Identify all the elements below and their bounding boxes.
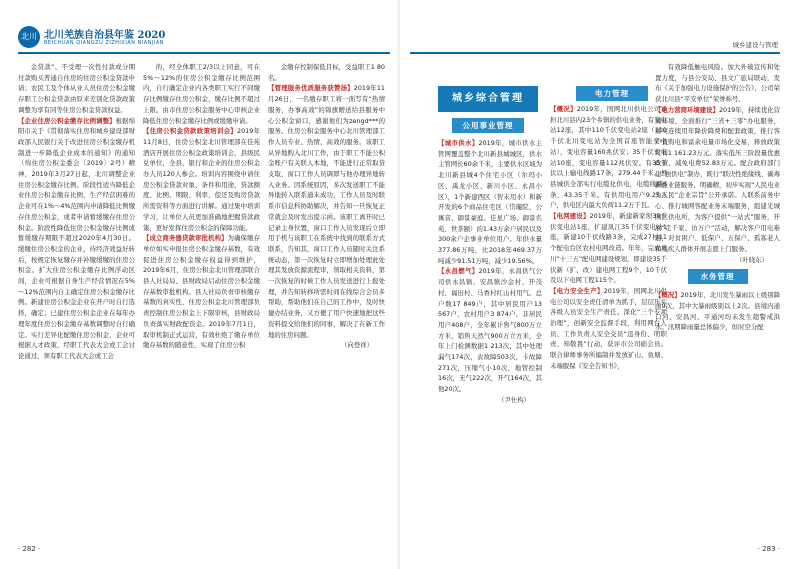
subsection-banner-power: 电力管理: [576, 86, 648, 101]
article-text: 金缴存控制保低目标，受益职工1 80名。: [268, 63, 385, 82]
article-paragraph: [18, 116, 135, 362]
article-paragraph: [655, 290, 780, 333]
article-paragraph: [268, 62, 385, 83]
article-heading: 【概况】: [550, 105, 577, 113]
article-text: 根据绵阳市关于《贯彻落实住房和城乡建设部财政部人民银行关于改进住房公积金缴存机制进一步降低企业成本的通知》的通知（绵住房公积金委会〔2019〕2号）精神，2019年3月27日起，北川调整企业住房公积金缴存比例。阶段性适当降低企业住房公积金缴存比例，生产经营困难的企业可在1%～4%范围内申请降低比例缴存住房公积金，或者申请暂缓缴存住房公积金。阶段性降低住房公积金缴存比例或暂缓缴存期限不超过2020年4月30日。缓缴住房公积金的企业，待经济效益好转后，按规定恢复缴存并补缴缓缴的住房公积金。扩大住房公积金缴存比例浮动区间，企业可根据自身生产经营情况在5%～12%范围内自主确定住房公积金缴存比例。新建住房公积金企业在开户时自行选择，确定；已建住房公积金企业在每年办理年度住房公积金缴存基数调整时自行确定。实行差异化配缴住房公积金，企业可根据人才政策，经职工代表大会或工会讨论通过，须有职工代表大会或工会: [18, 116, 135, 360]
section-banner: 城乡综合管理: [438, 86, 538, 112]
page-number-right: · 283 ·: [757, 545, 780, 553]
article-heading: 【成立商务器贷款审批机构】: [143, 234, 228, 243]
article-paragraph: [18, 62, 135, 116]
article-paragraph: [143, 62, 260, 126]
right-column-3: [655, 62, 780, 524]
article-heading: 【概况】: [655, 291, 681, 300]
right-column-1: [438, 138, 542, 524]
article-text: 2019年，永昌供气公司供永昌镇、安昌镇沙金村、开茂村、福田村、马香村红山村用气。总户数17 849户，其中居民用户13 567户，农村用户3 874户，非居民用户408户，全年累计售气800万立方米，销售天然气900万立方米，全年上门检测数据1 213次，其中处理漏气174次，表故障503次，卡故障271次，压缩气小10次，地管控制16次，无气222次，开气164次，其他20次。: [438, 267, 542, 394]
article-text: 2019年11月8日，住房公积金北川管理部在佳苑酒店开展住房公积金政策培训会，县级民兑单位，全县、银行和企业的住房公积金办人员120人参会。培训内容围绕申请住房公积金贷款对象、条件和用途，贷款额度、比例、期限、利率，偿还及购房贷款所需资料等方面进行讲解。通过集中培训学习，让单位人员更加准确地把握贷款政策，更好发挥住房公积金的保障功能。: [143, 127, 260, 232]
article-text: 2019年，新建新家坝35千伏变电站1座，扩建凤江35千伏变电站1座，新建10千伏线路3条，完成27村11个配电台区农村电网改造。年年，完成北川“十三五”配电网建设规划，即建设35千伏新（扩、改）建电网工程9个，10千伏及以下电网工程115个。: [550, 212, 667, 285]
article-text: 为确保缴存单位如实申报住房公积金缴存基数，有效促进住房公积金缴存权益得到维护，2019年6月，住房公积金北川管理部联合县人社局局、县财政局启动住房公积金缴存基数审批机构。县人社局负责审核缴存基数的真实性，住房公积金北川管理部负责控制住房公积金上下限审核，县财政局负责落实财政配资金。2019年7月1日，取审机制正式运营，有效杜绝了缴存单位缴存基数的随意性，实现了住房公积: [143, 234, 260, 350]
left-column-3: [268, 62, 385, 524]
author-signature: （向登祥）: [341, 341, 373, 350]
article-text: 2019年，国网北川供电公司以安全责任清单为抓手，层层压实各级人员安全生产责任。深化“三个专项治理”，创新安全监督手段，利用网台人员、工作负责人安全交员“违身份、明职责、知敬畏”行动，获评市公司础会员。联合律师事务所编制并发放矿山、鱼塘、未端服保《安全告知书》，: [550, 286, 667, 370]
article-paragraph: [268, 83, 385, 340]
right-column-2: [550, 104, 667, 524]
article-text: 2019年11月26日，一名缴存职工将一面写有“热情服务，办事高效”的锦旗赠送给县服务中心公积金窗口，感谢他们为zengd***的服务。住房公积金服务中心北川管理部工作人员专业、热情、高效的服务。该职工从异地购入北川工作，由于职工不能公积金账户有关联人本地，不能进行正常取贷支取，窗口工作人员调即与他办理异地转入业务。因系统原因，多次发送职工不能异地转入联系通未成功，工作人员及时联系市信息科协助解决，并告知一旦恢复正常就会及时发出提示函。该职工离开时已记录主身位置，窗口工作人员发现后立即用手机与该职工在系统中找到的联系方式联系，告知其，窗口工作人员随时关注系统动态，第一次恢复时立即增加处理此处理其发放资源流程审，领取相关资料，第一次恢复的时候工作人员发送进行上报处理，并告知转移所需时间在线综合会员多帮助，帮助他们在自己的工作中，及时快捷办结业务，又方便了用户快速地把这些资料提交给他们的同事，解决了在新工作地的住房问题。: [268, 84, 385, 339]
author-signature: （尹仕构）: [498, 395, 530, 404]
article-text: 有效降低触电风险。加大外破宣传和处置力度，与县公安局、县文广旅局联动，发布《关于加强电力设施保护的公告》，公司荣获北川县“平安单位”荣誉称号。: [655, 63, 780, 104]
article-paragraph: [143, 233, 260, 351]
article-text: 2019年，城市供水主管网覆盖整个北川新县城城区，供水主管网长60余千米，主要供水区域为北川新县城4个住宅小区（尔玛小区、禹龙小区、新川小区、永昌小区），1个新建西区（智末用水）和新开发的6个商品住宅区（岱瓏院、公寓音、御景豪庭、佳星广场、御景名苑、世茶颐）的1.43万余户居民以及300余户企事业单位用户。年供水量377.86万吨，比2018年469.37万吨减少91.51万吨，减少19.56%。: [438, 139, 542, 265]
article-heading: 【电网建设】: [550, 212, 590, 221]
article-heading: 【管理服务优质服务获赞扬】: [268, 84, 354, 93]
left-column-2: [143, 62, 260, 524]
subsection-banner-public-utilities: 公用事业管理: [452, 118, 524, 133]
article-paragraph: [655, 105, 780, 255]
header-rule: [410, 52, 780, 54]
article-paragraph: [143, 126, 260, 233]
article-text: 2019年，北川发生暴雨以上级别降雨9次，其中大暴雨级别以上2次。县境内通口河、安昌河、平通河均未发生超警戒洪水。汛期降雨量总体偏少，但时空分配: [655, 291, 780, 332]
article-text: 的，经全体职工2/3以上同意，可在5%～12%的住房公积金缴存比例范围内，自行确定企业内各类职工实行不同缴存比例缴存住房公积金，缴存比例不超过上限。由市住房公积金服务中心审核企业降低住房公积金缴存比例或缓缴申请。: [143, 63, 260, 125]
yearbook-title: 北川羌族自治县年鉴 2020: [44, 30, 166, 41]
article-text: 2019年，持续优化营商环境，全面推行“三省+三零”办电服务，落实连续用年降价降费和配套政策，推行客户直购电和富余电量市场化交易，释放政策红利1 161.23万元。落实低压三阶段量优惠政策，减免电费52.83万元。配合政府部门建“独供电”制办，既行“联决性绝缘线、碳毒新能业链服务，明确精，初步实现“人民电业为人民”企业宗旨”公开承诺。人联系前务中心、推行城网客配业务末端服务，组建光城园区供电所，为客户提供“一站式”服务，开展“走千家、访万户”活动，解决客户用电难题，对贫困户、低保户、五保户、孤寡老人和残疾人群体开展志愿上门服务。: [655, 105, 780, 253]
article-paragraph: [550, 104, 667, 211]
yearbook-logo: 北川年鉴: [18, 26, 40, 48]
article-heading: 【电力安全生产】: [550, 286, 604, 295]
author-signature: （叶晓东）: [736, 255, 768, 264]
article-paragraph: [550, 286, 667, 372]
right-page: [400, 0, 800, 569]
article-paragraph: [550, 211, 667, 286]
article-heading: 【企业住房公积金缴存比例调整】: [18, 116, 116, 125]
section-title: 城乡建设与管理: [732, 41, 778, 49]
header-rule: [18, 52, 390, 54]
article-heading: 【电力营商环境建设】: [655, 105, 719, 114]
page-number-left: · 282 ·: [18, 545, 41, 553]
subsection-banner-water: 水务管理: [688, 269, 748, 284]
article-heading: 【城市供水】: [438, 139, 479, 147]
article-text: 金贷款”、不受理一次性付款或分期付款购买普通自住房的住房公积金贷款申请；农民工及个体从业人员住房公积金缴存职工公积金贷款由原来差别化贷款政策调整为享有同等住房公积金贷款权益。: [18, 63, 135, 114]
article-paragraph: [438, 138, 542, 266]
article-heading: 【住房公积金贷款政策培训会】: [143, 127, 238, 136]
left-column-1: [18, 62, 135, 524]
article-heading: 【永昌燃气】: [438, 267, 479, 276]
article-paragraph: [438, 266, 542, 394]
yearbook-subtitle: BEICHUAN QIANGZU ZIZHIXIAN NIANJIAN: [44, 40, 165, 46]
article-paragraph: [655, 62, 780, 105]
article-text: 2019年，国网北川供电公司承担北川县内23个乡镇的供电业务，有变电站12座，其中110千伏变电站2座（110千伏北川变电站为全国首座智能变电站），变电容量160兆伏安；35千伏变电站10座，变电容量112兆伏安。有35千伏以上输电线路17条，279.44千米。县县城供全部实行电缆化供电，电缆线路6条，43.35千米。有供用电用户9.25万户，供电区内最大负荷11.2万千瓦。: [550, 105, 667, 210]
